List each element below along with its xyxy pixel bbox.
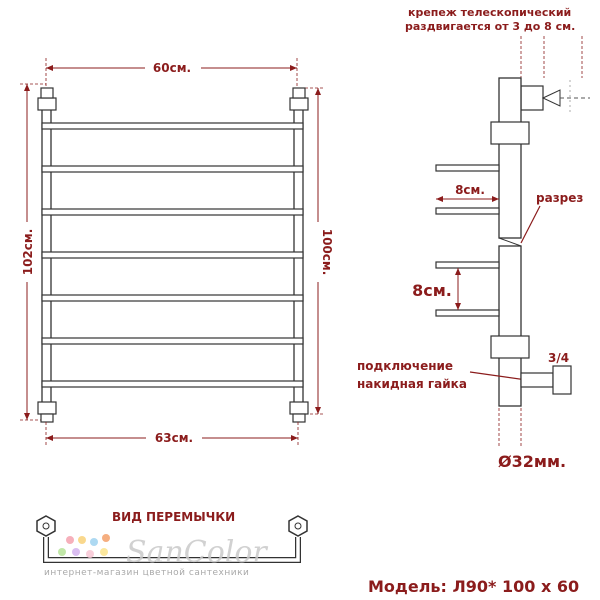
connection-pipe [521,373,553,387]
left-height-label: 102см. [21,228,35,276]
arrow-head [315,88,321,95]
rung-6 [42,338,303,344]
wall-screw-head [543,90,560,106]
top-right-cap [293,88,305,98]
arrow-head [492,196,499,202]
rung-5 [42,295,303,301]
model-label: Модель: Л90* 100 х 60 [368,577,580,596]
watermark-dot [86,550,94,558]
wall-bracket [521,86,543,110]
arrow-head [291,435,298,441]
thread-label: 3/4 [548,351,570,365]
watermark-dot [78,536,86,544]
connection-label-line2: накидная гайка [357,377,467,391]
arrow-head [290,65,297,71]
arrow-head [436,196,443,202]
watermark-dot [72,548,80,556]
side-rung-1 [436,165,499,171]
lower-sleeve [491,336,529,358]
section-break [499,238,521,246]
bottom-right-bracket [290,402,308,414]
side-pipe-upper [499,78,521,238]
watermark-dot [100,548,108,556]
section-leader [521,206,540,243]
rung-7 [42,381,303,387]
rung-2 [42,166,303,172]
side-rung-2 [436,208,499,214]
side-rung-4 [436,310,499,316]
arrow-head [455,268,461,275]
watermark-dot [58,548,66,556]
top-right-bracket [290,98,308,110]
arrow-head [24,84,30,91]
watermark-tagline: интернет-магазин цветной сантехники [44,568,250,578]
bottom-width-label: 63см. [154,431,194,445]
rung-3 [42,209,303,215]
arrow-head [315,407,321,414]
top-left-cap [41,88,53,98]
side-pipe-lower [499,246,521,406]
watermark [44,534,268,578]
arrow-head [46,65,53,71]
rung-4 [42,252,303,258]
bottom-right-cap [293,414,305,422]
union-nut [553,366,571,394]
watermark-brand: SanColor [126,535,267,570]
bridge-left-nut-hole [43,523,49,529]
bottom-left-bracket [38,402,56,414]
bridge-view-title: ВИД ПЕРЕМЫЧКИ [112,510,236,524]
side-rung-3 [436,262,499,268]
side-view [357,6,590,471]
arrow-head [46,435,53,441]
rung-spacing-label: 8см. [412,281,452,300]
top-left-bracket [38,98,56,110]
section-label: разрез [536,191,584,205]
watermark-dot [90,538,98,546]
upper-sleeve [491,122,529,144]
mount-note-line2: раздвигается от 3 до 8 см. [405,20,576,33]
connection-label-line1: подключение [357,359,454,373]
arrow-head [24,413,30,420]
rung-depth-label: 8см. [455,183,485,197]
top-width-label: 60см. [152,61,192,75]
arrow-head [455,303,461,310]
rung-1 [42,123,303,129]
pipe-diameter-label: Ø32мм. [498,452,567,471]
mount-note-line1: крепеж телескопический [408,6,572,19]
front-view [18,58,334,446]
watermark-dot [66,536,74,544]
right-height-label: 100см. [320,228,334,276]
bottom-left-cap [41,414,53,422]
bridge-right-nut-hole [295,523,301,529]
watermark-dot [102,534,110,542]
